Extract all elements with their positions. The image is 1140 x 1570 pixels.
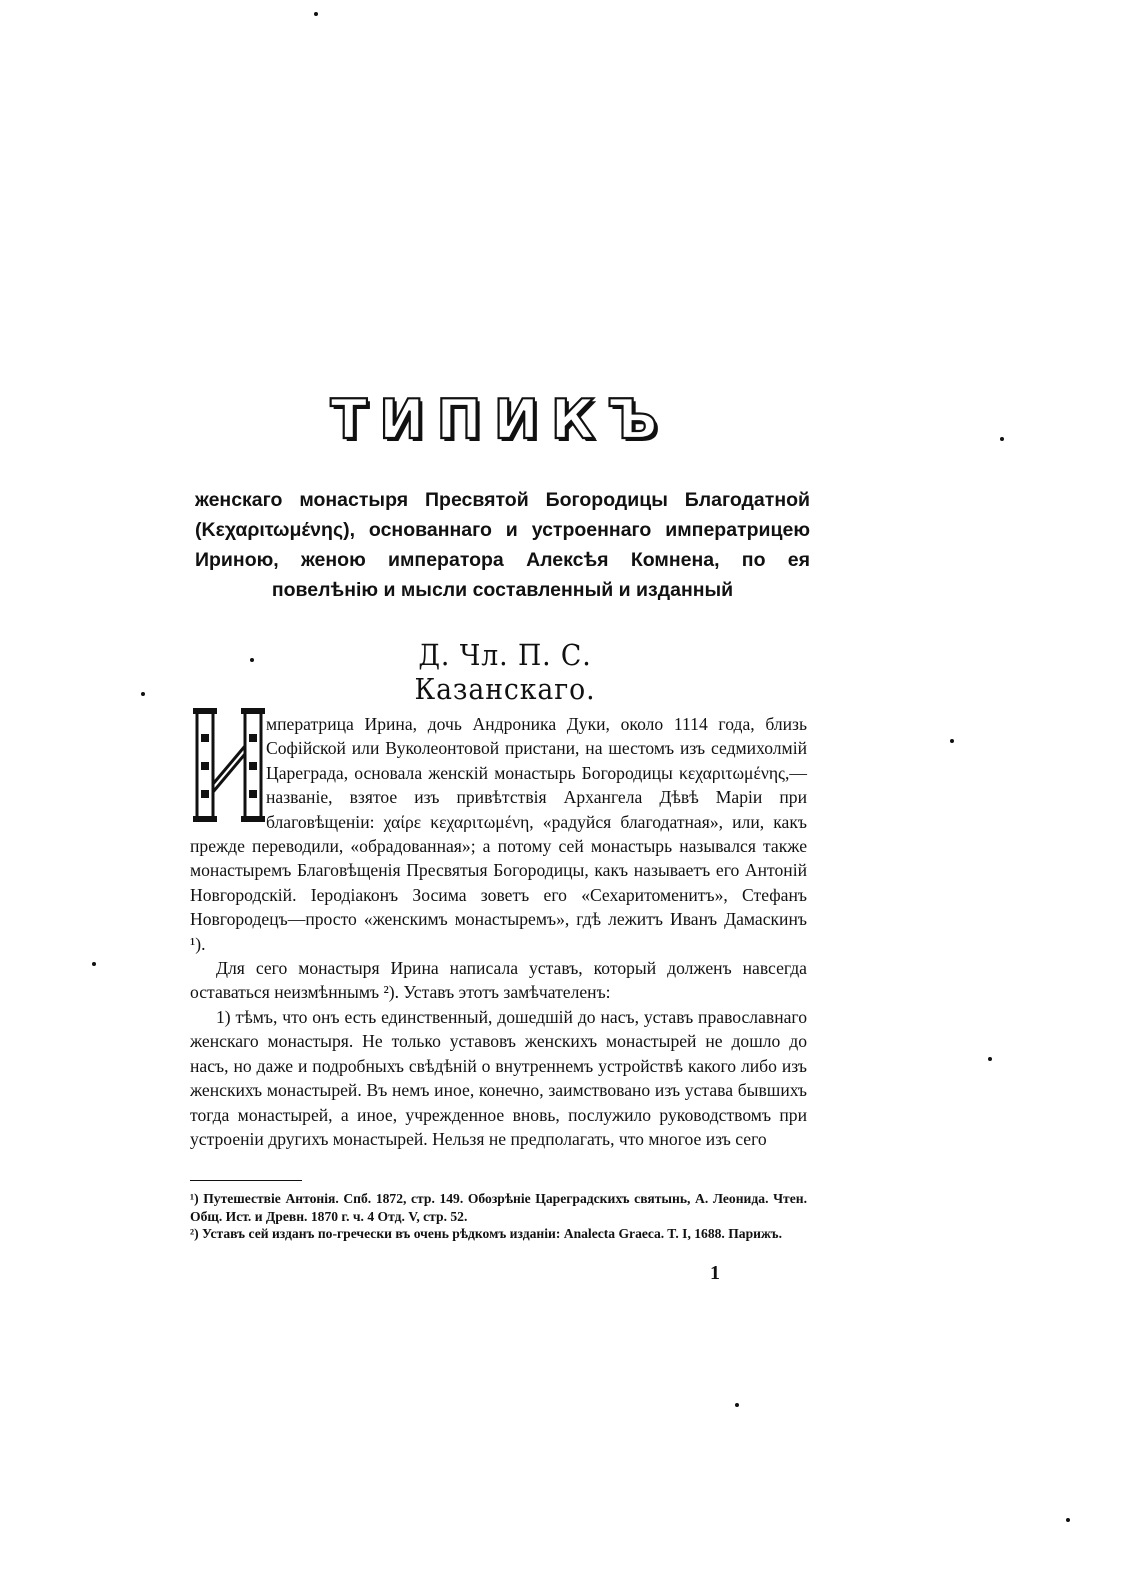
scan-speck	[92, 962, 96, 966]
scan-speck	[314, 12, 318, 16]
scan-speck	[1000, 437, 1004, 441]
footnote-rule	[190, 1180, 302, 1181]
scan-speck	[735, 1403, 739, 1407]
scan-speck	[1066, 1518, 1070, 1522]
paragraph: Для сего монастыря Ирина написала уставъ, который долженъ навсегда оставаться неизмѣннымъ ²). Уставъ этотъ замѣчателенъ:	[190, 958, 807, 1003]
document-subtitle: женскаго монастыря Пресвятой Богородицы Благодатной (Κεχαριτωμένης), основаннаго и устроеннаго императрицею Ириною, женою императора Алексѣя Комнена, по ея повелѣнію и мысли составленный и изданный	[195, 489, 810, 601]
author-line: Д. Чл. П. С. Казанскаго.	[414, 638, 596, 706]
paragraph: мператрица Ирина, дочь Андроника Дуки, около 1114 года, близь Софійской или Вуколеонтовой пристани, на шестомъ изъ седмихолмій Цареграда, основала женскій монастырь Богородицы κεχαριτωμένης,—названіе, взятое изъ привѣтствія Архангела Дѣвѣ Маріи при благовѣщеніи: χαίρε κεχαριτωμένη, «радуйся благодатная», или, какъ прежде переводили, «обрадованная»; а потому сей монастырь назывался также монастыремъ Благовѣщенія Пресвятыя Богородицы, какъ называетъ его Антоній Новгородскій. Іеродіаконъ Зосима зоветъ его «Сехаритоменитъ», Стефанъ Новгородецъ—просто «женскимъ монастыремъ», гдѣ лежитъ Иванъ Дамаскинъ ¹).	[190, 714, 807, 954]
footnote: ²) Уставъ сей изданъ по-гречески въ очень рѣдкомъ изданіи: Analecta Graeca. T. I, 1688. Парижъ.	[190, 1226, 782, 1241]
scan-speck	[141, 692, 145, 696]
body-text	[190, 712, 807, 1151]
footnote: ¹) Путешествіе Антонія. Спб. 1872, стр. 149. Обозрѣніе Цареградскихъ святынь, А. Леонида. Чтен. Общ. Ист. и Древн. 1870 г. ч. 4 Отд. V, стр. 52.	[190, 1191, 807, 1224]
document-title: ТИПИКЪ	[330, 388, 670, 451]
footnotes	[190, 1190, 807, 1243]
page-number: 1	[710, 1262, 720, 1284]
scan-speck	[988, 1057, 992, 1061]
scan-speck	[250, 658, 254, 662]
scan-speck	[950, 739, 954, 743]
paragraph: 1) тѣмъ, что онъ есть единственный, дошедшій до насъ, уставъ православнаго женскаго монастыря. Не только уставовъ женскихъ монастырей не дошло до насъ, но даже и подробныхъ свѣдѣній о внутреннемъ устройствѣ какого либо изъ женскихъ монастырей. Въ немъ иное, конечно, заимствовано изъ устава бывшихъ тогда монастырей, а иное, учрежденное вновь, послужило руководствомъ при устроеніи другихъ монастырей. Нельзя не предполагать, что многое изъ сего	[190, 1006, 807, 1149]
